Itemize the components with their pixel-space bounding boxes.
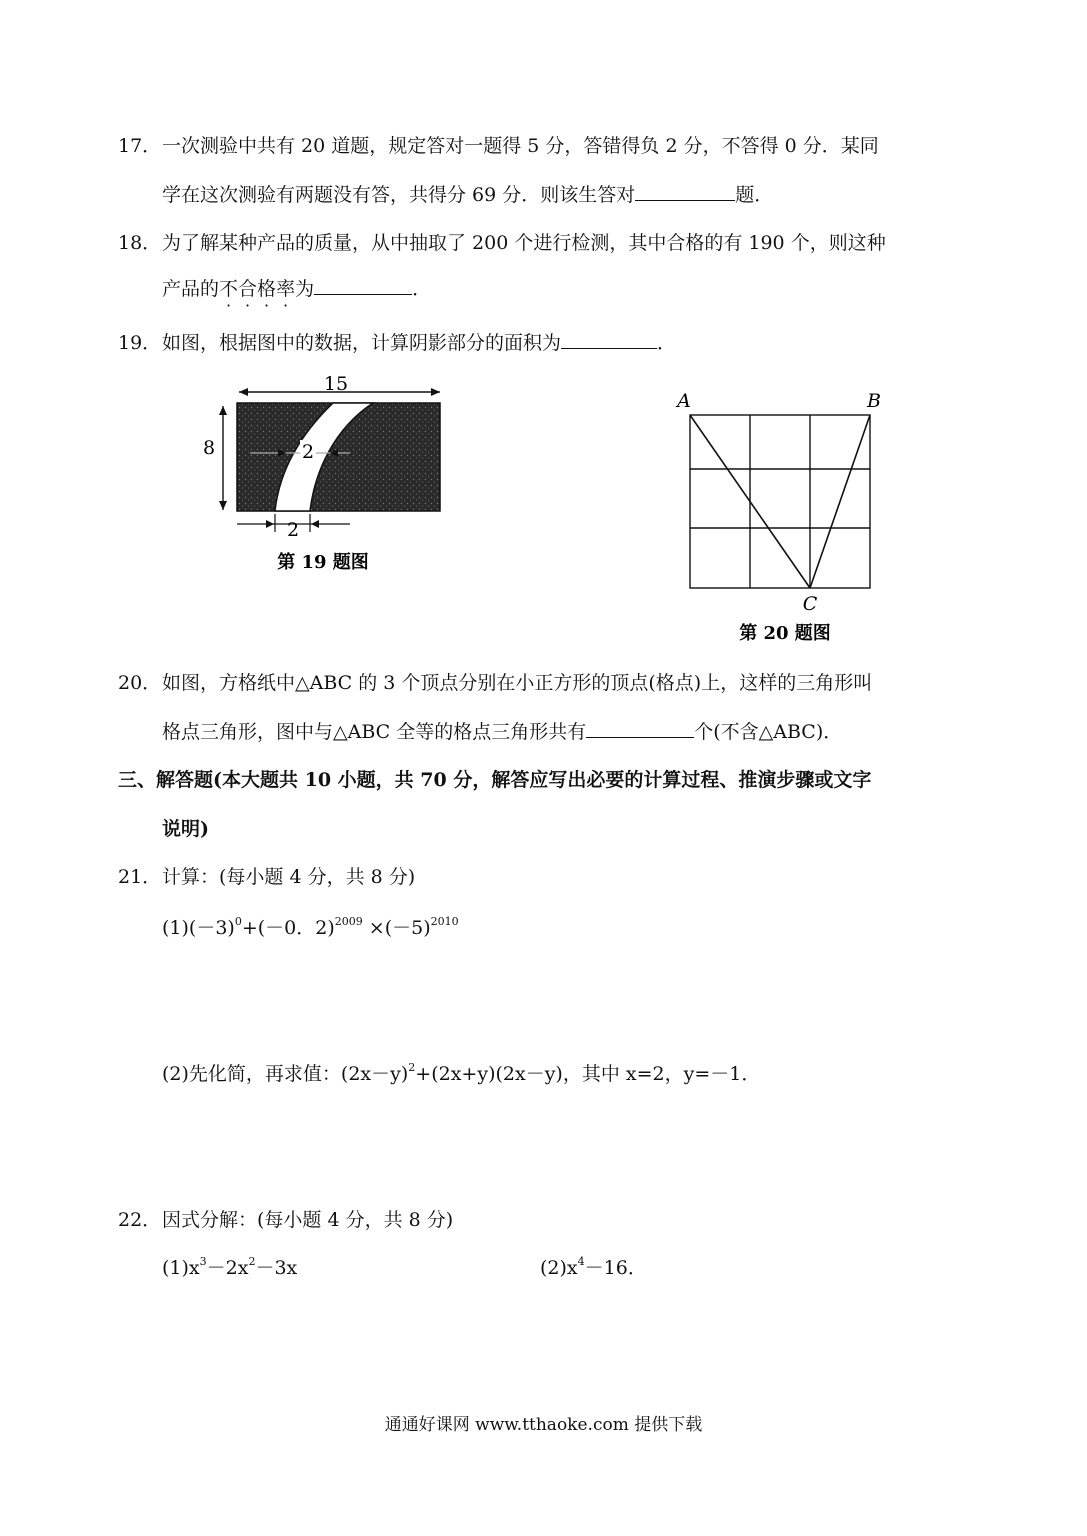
figure-20 xyxy=(670,385,900,650)
label-2-middle: 2 xyxy=(301,441,315,463)
question-number: 21． xyxy=(118,866,162,888)
exponent: 0 xyxy=(234,914,242,928)
arrow-head-icon xyxy=(431,388,440,396)
question-number: 17． xyxy=(118,135,162,157)
question-number: 19． xyxy=(118,332,162,354)
expression-part: (2)x xyxy=(540,1257,578,1279)
expression-part: +(－0．2) xyxy=(241,917,335,939)
expression-part: (1)x xyxy=(162,1257,200,1279)
expression-part: －3x xyxy=(255,1257,298,1279)
question-text: 产品的 xyxy=(162,278,220,300)
emphasis-char: 率 xyxy=(276,278,296,300)
answer-blank xyxy=(561,330,657,349)
arrow-head-icon xyxy=(311,520,319,528)
question-text: 如图，方格纸中△ABC 的 3 个顶点分别在小正方形的顶点(格点)上，这样的三角形叫 xyxy=(162,672,873,694)
question-18-line2 xyxy=(162,274,431,301)
question-text: 因式分解：(每小题 4 分，共 8 分) xyxy=(162,1209,454,1231)
expression-part: (1)(－3) xyxy=(162,917,235,939)
figure-caption: 第 20 题图 xyxy=(739,623,831,644)
question-21-part2 xyxy=(162,1059,760,1086)
question-22-part1 xyxy=(162,1253,297,1280)
grid xyxy=(690,415,870,588)
question-number: 20． xyxy=(118,672,162,694)
exponent: 3 xyxy=(199,1254,207,1268)
exponent: 2 xyxy=(248,1254,256,1268)
emphasis-char: 不 xyxy=(219,278,239,300)
expression-part: －2x xyxy=(206,1257,249,1279)
exponent: 2 xyxy=(408,1060,416,1074)
exponent: 4 xyxy=(577,1254,585,1268)
question-text: 个(不含△ABC)． xyxy=(694,721,843,743)
question-17-line2 xyxy=(162,180,773,207)
question-number: 18． xyxy=(118,232,162,254)
arrow-head-icon xyxy=(219,406,227,415)
question-18-line1 xyxy=(118,228,886,255)
figure-caption: 第 19 题图 xyxy=(277,552,369,573)
vertex-b-label: B xyxy=(867,390,881,412)
question-20-line1 xyxy=(118,668,872,695)
label-2-bottom: 2 xyxy=(286,519,300,541)
question-22-title xyxy=(118,1205,453,1232)
arrow-head-icon xyxy=(266,520,274,528)
label-8: 8 xyxy=(202,437,216,459)
section-heading: 三、解答题(本大题共 10 小题，共 70 分，解答应写出必要的计算过程、推演步骤或文字 xyxy=(118,769,872,791)
figure-19 xyxy=(190,370,460,580)
question-text: 一次测验中共有 20 道题，规定答对一题得 5 分，答错得负 2 分，不答得 0 分．某同 xyxy=(162,135,879,157)
emphasis-char: 格 xyxy=(257,278,277,300)
question-text: 计算：(每小题 4 分，共 8 分) xyxy=(162,866,416,888)
answer-blank xyxy=(635,182,735,201)
question-text: 如图，根据图中的数据，计算阴影部分的面积为 xyxy=(162,332,562,354)
exponent: 2009 xyxy=(334,914,363,928)
question-22-part2 xyxy=(540,1253,647,1280)
section-heading-cont: 说明) xyxy=(162,818,209,840)
answer-blank xyxy=(586,719,694,738)
question-text: 为了解某种产品的质量，从中抽取了 200 个进行检测，其中合格的有 190 个，则这种 xyxy=(162,232,886,254)
arrow-head-icon xyxy=(239,388,248,396)
question-text: 学在这次测验有两题没有答，共得分 69 分．则该生答对 xyxy=(162,184,636,206)
exponent: 2010 xyxy=(430,914,459,928)
question-number: 22． xyxy=(118,1209,162,1231)
vertex-a-label: A xyxy=(677,390,691,412)
emphasis-char: 合 xyxy=(238,278,258,300)
question-20-line2 xyxy=(162,717,842,744)
question-19 xyxy=(118,328,676,355)
expression-part: +(2x+y)(2x－y)，其中 x=2，y=－1． xyxy=(415,1063,761,1085)
expression-part: (2)先化简，再求值：(2x－y) xyxy=(162,1063,409,1085)
expression-part: ×(－5) xyxy=(362,917,431,939)
answer-blank xyxy=(314,276,412,295)
question-text: 为 xyxy=(295,278,315,300)
vertex-c-label: C xyxy=(802,593,818,615)
question-text: 格点三角形，图中与△ABC 全等的格点三角形共有 xyxy=(162,721,587,743)
question-text: ． xyxy=(657,332,677,354)
question-21-part1 xyxy=(162,913,459,940)
question-text: 题． xyxy=(735,184,774,206)
question-text: ． xyxy=(412,278,432,300)
triangle-abc xyxy=(690,415,870,588)
question-17-line1 xyxy=(118,131,879,158)
question-21-title xyxy=(118,862,415,889)
arrow-head-icon xyxy=(219,501,227,510)
page-footer: 通通好课网 www.tthaoke.com 提供下载 xyxy=(384,1415,703,1435)
label-15: 15 xyxy=(323,373,349,395)
expression-part: －16． xyxy=(584,1257,647,1279)
